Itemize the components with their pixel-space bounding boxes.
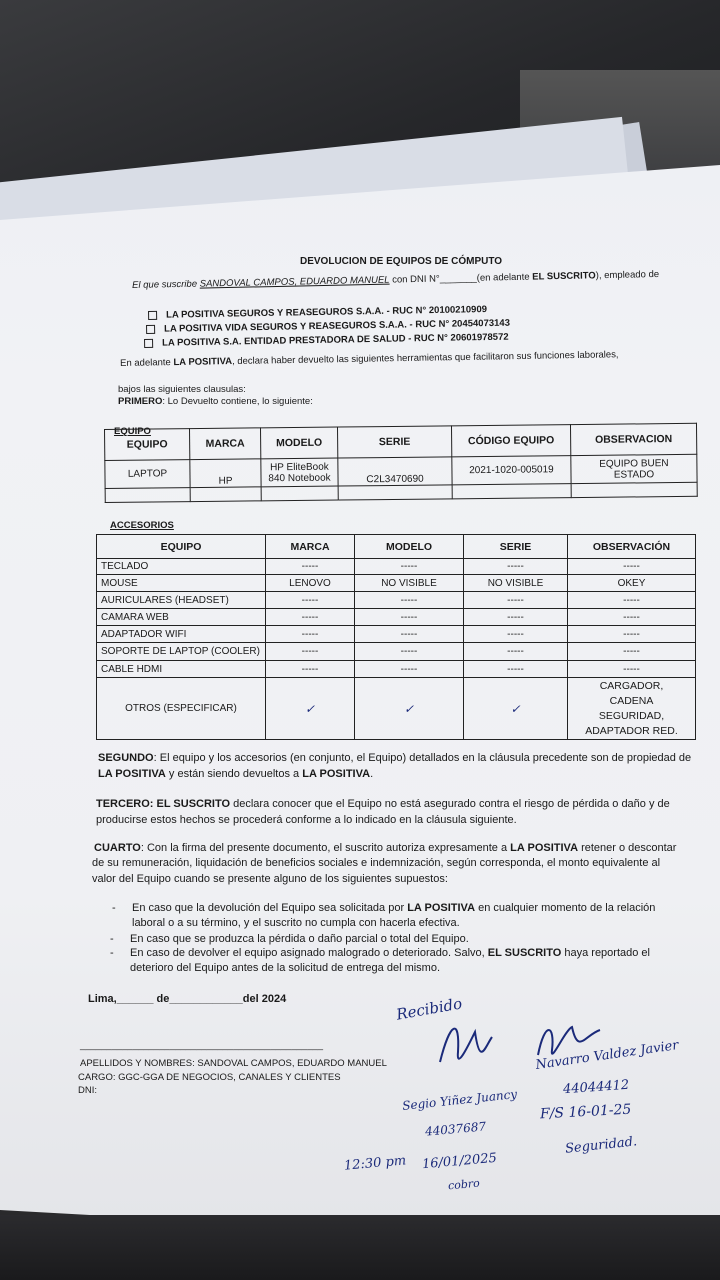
handwritten-dni-right: 44044412 — [562, 1077, 630, 1098]
acc-item-otros: OTROS (ESPECIFICAR) — [97, 678, 266, 740]
acc-item: MOUSE — [97, 575, 266, 592]
acc-modelo: ----- — [355, 626, 464, 643]
segundo-text: : El equipo y los accesorios (en conjunto, el Equipo) detallados en la cláusula precedente son de propiedad de — [153, 752, 692, 764]
bullet-text: En caso de devolver el equipo asignado malogrado o deteriorado. Salvo, — [130, 947, 488, 959]
acc-marca: LENOVO — [266, 575, 355, 592]
checkbox-icon[interactable] — [144, 339, 153, 348]
date-city: Lima, — [88, 993, 117, 1005]
el-suscrito: EL SUSCRITO — [487, 947, 562, 959]
segundo-text: . — [370, 768, 374, 780]
cell-codigo: 2021-1020-005019 — [452, 456, 571, 485]
cell-modelo — [261, 458, 338, 487]
acc-serie: NO VISIBLE — [464, 575, 568, 592]
primero-text: : Lo Devuelto contiene, lo siguiente: — [162, 396, 313, 407]
acc-obs: ----- — [568, 559, 696, 575]
la-positiva: LA POSITIVA — [510, 842, 579, 854]
acc-modelo: ----- — [355, 661, 464, 678]
date-blank: ____________ — [169, 993, 243, 1005]
segundo-line-1 — [98, 752, 691, 764]
acc-marca: ----- — [266, 626, 355, 643]
col-codigo: CÓDIGO EQUIPO — [451, 425, 570, 457]
bullet-3-line-1 — [130, 947, 650, 959]
empty-cell — [105, 488, 190, 503]
acc-modelo: NO VISIBLE — [355, 575, 464, 592]
acc-marca: ----- — [266, 609, 355, 626]
col-marca: MARCA — [190, 428, 261, 460]
obs-line: ADAPTADOR RED. — [585, 724, 678, 737]
col-observacion: OBSERVACION — [570, 423, 696, 455]
acc-serie: ----- — [464, 643, 568, 661]
acc-serie: ----- — [464, 592, 568, 609]
col-modelo: MODELO — [355, 535, 464, 559]
tercero-line-1 — [96, 798, 670, 810]
signature-dni: DNI: — [78, 1085, 97, 1096]
acc-row — [97, 575, 696, 592]
intro-suffix: (en adelante — [476, 271, 533, 284]
acc-marca: ----- — [266, 661, 355, 678]
subscriber-name: SANDOVAL CAMPOS, EDUARDO MANUEL — [199, 274, 390, 290]
col-marca: MARCA — [266, 535, 355, 559]
handwritten-dni-left: 44037687 — [424, 1119, 487, 1139]
col-modelo: MODELO — [260, 427, 337, 459]
handwritten-recibido: Recibido — [394, 994, 464, 1024]
acc-serie: ----- — [464, 609, 568, 626]
check-mark: ✓ — [355, 678, 464, 740]
acc-obs: ----- — [568, 609, 696, 626]
acc-row — [97, 609, 696, 626]
bullet-1-line-1 — [132, 902, 655, 914]
acc-item: CABLE HDMI — [97, 661, 266, 678]
acc-row — [97, 592, 696, 609]
acc-modelo: ----- — [355, 592, 464, 609]
acc-marca: ----- — [266, 643, 355, 661]
acc-serie: ----- — [464, 559, 568, 575]
la-positiva: LA POSITIVA — [98, 768, 166, 780]
cuarto-line-3: valor del Equipo cuando se presente alguno de los siguientes supuestos: — [92, 873, 448, 885]
la-positiva: LA POSITIVA — [407, 902, 476, 914]
accesorios-header-row — [97, 535, 696, 559]
acc-row — [97, 559, 696, 575]
handwritten-seguridad: Seguridad. — [564, 1134, 638, 1157]
acc-item: AURICULARES (HEADSET) — [97, 592, 266, 609]
col-equipo: EQUIPO — [105, 429, 190, 461]
bullet-dash: - — [110, 947, 114, 959]
bullet-3-line-2: deterioro del Equipo antes de la solicitud de entrega del mismo. — [130, 962, 441, 974]
acc-modelo: ----- — [355, 609, 464, 626]
obs-line-2: ESTADO — [613, 468, 655, 481]
empty-cell — [261, 486, 338, 501]
declaration-line-2: bajos las siguientes clausulas: — [118, 384, 246, 395]
cell-marca: HP — [190, 459, 261, 488]
dni-label: con DNI N° — [392, 273, 440, 286]
empty-cell — [571, 482, 697, 497]
acc-item: ADAPTADOR WIFI — [97, 626, 266, 643]
date-de: de — [156, 993, 170, 1005]
check-mark: ✓ — [464, 678, 568, 740]
acc-item: SOPORTE DE LAPTOP (COOLER) — [97, 643, 266, 661]
acc-item: TECLADO — [97, 559, 266, 575]
acc-serie: ----- — [464, 626, 568, 643]
col-observacion: OBSERVACIÓN — [568, 535, 696, 559]
acc-row — [97, 661, 696, 678]
acc-row — [97, 626, 696, 643]
date-blank: ______ — [116, 993, 154, 1005]
company-label: LA POSITIVA VIDA SEGUROS Y REASEGUROS S.A.A. - RUC N° 20454073143 — [163, 317, 511, 335]
acc-modelo: ----- — [355, 643, 464, 661]
bullet-dash: - — [110, 933, 114, 945]
accesorios-table — [96, 534, 696, 740]
primero-line — [118, 396, 313, 407]
acc-modelo: ----- — [355, 559, 464, 575]
modelo-line-1: HP EliteBook — [269, 461, 329, 473]
obs-line: CARGADOR, — [599, 679, 664, 692]
segundo-line-2 — [98, 768, 373, 780]
cuarto-line-2: de su remuneración, liquidación de beneficios sociales e indemnización, según corresponda, el monto equivalente al — [92, 857, 661, 869]
company-label: LA POSITIVA SEGUROS Y REASEGUROS S.A.A. - RUC N° 20100210909 — [165, 304, 488, 321]
obs-line: CADENA — [609, 694, 654, 707]
la-positiva: LA POSITIVA — [302, 768, 371, 780]
empty-cell — [452, 484, 571, 499]
signature-cargo: CARGO: GGC-GGA DE NEGOCIOS, CANALES Y CLIENTES — [78, 1072, 341, 1083]
intro-suffix-end: ), empleado de — [595, 268, 660, 282]
cuarto-line-1 — [94, 842, 676, 854]
cuarto-label: CUARTO — [94, 842, 141, 854]
acc-marca: ----- — [266, 592, 355, 609]
acc-obs: ----- — [568, 626, 696, 643]
la-positiva: LA POSITIVA — [173, 356, 233, 369]
bullet-text: En caso que la devolución del Equipo sea solicitada por — [132, 902, 408, 914]
acc-row-otros — [97, 678, 696, 740]
cuarto-text: : Con la firma del presente documento, el suscrito autoriza expresamente a — [140, 842, 511, 854]
cell-serie: C2L3470690 — [338, 457, 452, 486]
tercero-label: TERCERO: EL SUSCRITO — [96, 798, 231, 810]
acc-obs: ----- — [568, 661, 696, 678]
tercero-text: declara conocer que el Equipo no está asegurado contra el riesgo de pérdida o daño y de — [230, 798, 670, 810]
bullet-text: en cualquier momento de la relación — [475, 902, 656, 914]
empty-cell — [338, 485, 452, 500]
col-serie: SERIE — [464, 535, 568, 559]
intro-prefix: El que suscribe — [132, 278, 198, 291]
acc-item: CAMARA WEB — [97, 609, 266, 626]
document-title: DEVOLUCION DE EQUIPOS DE CÓMPUTO — [300, 256, 503, 267]
modelo-line-2: 840 Notebook — [268, 472, 331, 484]
obs-line: SEGURIDAD, — [598, 709, 665, 722]
declaration-text: , declara haber devuelto las siguientes herramientas que facilitaron sus funciones laborales, — [231, 349, 619, 368]
date-line — [88, 993, 286, 1005]
segundo-label: SEGUNDO — [98, 752, 154, 764]
col-equipo: EQUIPO — [97, 535, 266, 559]
handwritten-name-right: Navarro Valdez Javier — [534, 1038, 680, 1073]
el-suscrito: EL SUSCRITO — [532, 270, 596, 283]
checkbox-icon[interactable] — [146, 325, 155, 334]
obs-line-1: EQUIPO BUEN — [599, 457, 669, 470]
signature-line: ______________________________________________ — [80, 1040, 324, 1051]
cuarto-text: retener o descontar — [578, 842, 677, 854]
declaration-text: En adelante — [120, 357, 174, 369]
cell-equipo: LAPTOP — [105, 460, 190, 489]
handwritten-date-right: F/S 16-01-25 — [539, 1101, 632, 1123]
equipo-section-label: EQUIPO — [114, 426, 151, 437]
background-bottom — [0, 1215, 720, 1280]
col-serie: SERIE — [337, 426, 451, 458]
signature-names: APELLIDOS Y NOMBRES: SANDOVAL CAMPOS, EDUARDO MANUEL — [80, 1058, 387, 1069]
bullet-dash: - — [112, 902, 116, 914]
acc-obs: OKEY — [568, 575, 696, 592]
primero-label: PRIMERO — [118, 396, 163, 407]
acc-marca: ----- — [266, 559, 355, 575]
bullet-text: haya reportado el — [561, 947, 650, 959]
bullet-1-line-2: laboral o a su término, y el suscrito no cumpla con hacerla efectiva. — [132, 917, 460, 929]
company-label: LA POSITIVA S.A. ENTIDAD PRESTADORA DE SALUD - RUC N° 20601978572 — [161, 331, 509, 349]
handwritten-time: 12:30 pm — [343, 1153, 407, 1174]
tercero-line-2: producirse estos hechos se procederá conforme a lo indicado en la cláusula siguiente. — [96, 814, 517, 826]
dni-blank: _______ — [439, 272, 477, 285]
handwritten-name-left: Segio Yiñez Juancy — [401, 1087, 518, 1113]
check-mark: ✓ — [266, 678, 355, 740]
segundo-text: y están siendo devueltos a — [165, 768, 303, 780]
signature-scribble-left — [430, 1012, 500, 1082]
bullet-2: En caso que se produzca la pérdida o daño parcial o total del Equipo. — [130, 933, 469, 945]
handwritten-cobro: cobro — [447, 1176, 481, 1193]
acc-obs: ----- — [568, 643, 696, 661]
empty-cell — [190, 487, 261, 502]
checkbox-icon[interactable] — [148, 311, 157, 320]
equipo-table — [104, 423, 698, 503]
handwritten-date-left: 16/01/2025 — [421, 1150, 498, 1173]
acc-row — [97, 643, 696, 661]
date-year: del 2024 — [242, 993, 287, 1005]
acc-serie: ----- — [464, 661, 568, 678]
cell-observacion — [571, 454, 697, 483]
acc-obs-otros — [568, 678, 696, 740]
acc-obs: ----- — [568, 592, 696, 609]
accesorios-section-label: ACCESORIOS — [110, 520, 174, 531]
